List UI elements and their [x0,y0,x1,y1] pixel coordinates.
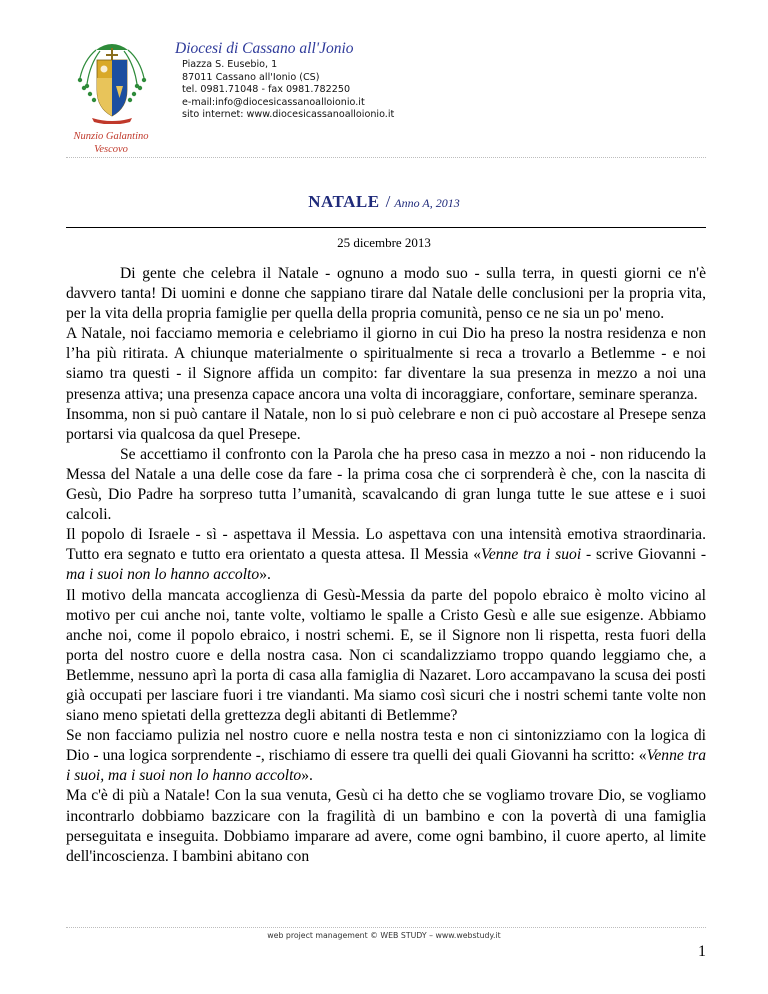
bishop-signature [72,130,150,156]
paragraph-text: Il popolo di Israele - sì - aspettava il Messia. Lo aspettava con una intensità emotiva straordinaria. Tutto era segnato e tutto era orientato a questa attesa. Il Messia « [66,526,706,564]
paragraph [66,525,706,585]
header-divider [66,157,706,158]
address-phone: tel. 0981.71048 - fax 0981.782250 [182,84,351,96]
document-date: 25 dicembre 2013 [337,235,431,250]
address-email: e-mail:info@diocesicassanoalloionio.it [182,96,365,108]
paragraph-text: ». [301,767,313,785]
document-title [0,192,768,212]
address-street: Piazza S. Eusebio, 1 [182,59,278,70]
scripture-quote: ma i suoi non lo hanno accolto [66,566,260,584]
paragraph-text: - scrive Giovanni - [581,546,707,564]
scripture-quote: Venne tra i suoi, ma i suoi non lo hanno accolto [66,747,706,785]
address-city: 87011 Cassano all'Ionio (CS) [182,71,320,83]
page-number: 1 [698,943,706,960]
footer-credit: web project management © WEB STUDY – www.webstudy.it [267,931,501,940]
title-separator: / [385,192,391,211]
paragraph: Ma c'è di più a Natale! Con la sua venuta, Gesù ci ha detto che se vogliamo trovare Dio, se vogliamo incontrarlo dobbiamo bazzicare con la fragilità di un bambino e con la povertà di una famiglia perseguitata e inseguita. Dobbiamo imparare ad avere, come ogni bambino, il cuore aperto, al limite dell'incoscienza. I bambini abitano con [66,787,706,865]
address-website: sito internet: www.diocesicassanoalloionio.it [182,109,395,121]
scripture-quote: Venne tra i suoi [481,546,582,564]
paragraph: Di gente che celebra il Natale - ognuno a modo suo - sulla terra, in questi giorni ce n'è davvero tanta! Di uomini e donne che sappiano tirare dal Natale delle conclusioni per la propria vita, per la vita della propria famiglie per quella della propria comunità, penso ce ne sia un po' meno. [66,265,706,323]
document-body [66,264,706,867]
paragraph [66,726,706,786]
title-divider [66,227,706,228]
coat-of-arms-logo [74,38,150,124]
footer-divider [66,927,706,928]
paragraph: Se accettiamo il confronto con la Parola che ha preso casa in mezzo a noi - non riducendo la Messa del Natale a una delle cose da fare - la prima cosa che ci sorprenderà è che, con la nascita di Gesù, Dio Padre ha sorpreso tutta l’umanità, scavalcando di gran lunga tutte le sue attese e i suoi calcoli. [66,445,706,524]
title-main: NATALE [308,192,380,211]
title-year: Anno A, 2013 [394,196,460,210]
diocese-address [182,59,394,122]
paragraph-text: ». [259,566,271,584]
bishop-title: Vescovo [94,144,128,155]
paragraph-text: Se non facciamo pulizia nel nostro cuore e nella nostra testa e non ci sintonizziamo con la logica di Dio - una logica sorprendente -, rischiamo di essere tra quelli dei quali Giovanni ha scritto: « [66,727,706,765]
diocese-name: Diocesi di Cassano all'Jonio [175,40,354,57]
bishop-name: Nunzio Galantino [73,131,149,142]
paragraph: Il motivo della mancata accoglienza di Gesù-Messia da parte del popolo ebraico è molto vicino al motivo per cui anche noi, tante volte, voltiamo le spalle a Cristo Gesù e alle sue esigenze. Abbiamo anche noi, come il popolo ebraico, i nostri schemi. E, se il Signore non li rispetta, resta fuori della porta del nostro cuore e della nostra casa. Non ci scandalizziamo troppo quando leggiamo che, a Betlemme, nessuno aprì la porta di casa alla famiglia di Nazaret. Loro accampavano la scusa dei posti già occupati per lasciare fuori i tre viandanti. Ma siamo così sicuri che i nostri schemi tante volte non siano meno spietati della grettezza degli abitanti di Betlemme? [66,586,706,725]
paragraph: Insomma, non si può cantare il Natale, non lo si può celebrare e non ci può accostare al Presepe senza portarsi via qualcosa da quel Presepe. [66,405,706,443]
paragraph: A Natale, noi facciamo memoria e celebriamo il giorno in cui Dio ha preso la nostra residenza e non l’ha più ritirata. A chiunque materialmente o spiritualmente si reca a trovarlo a Betlemme - e noi siamo tra questi - il Signore affida un compito: far diventare la sua presenza in mezzo a noi una presenza attiva; una presenza capace ancora una volta di incoraggiare, confortare, seminare speranza. [66,325,706,403]
